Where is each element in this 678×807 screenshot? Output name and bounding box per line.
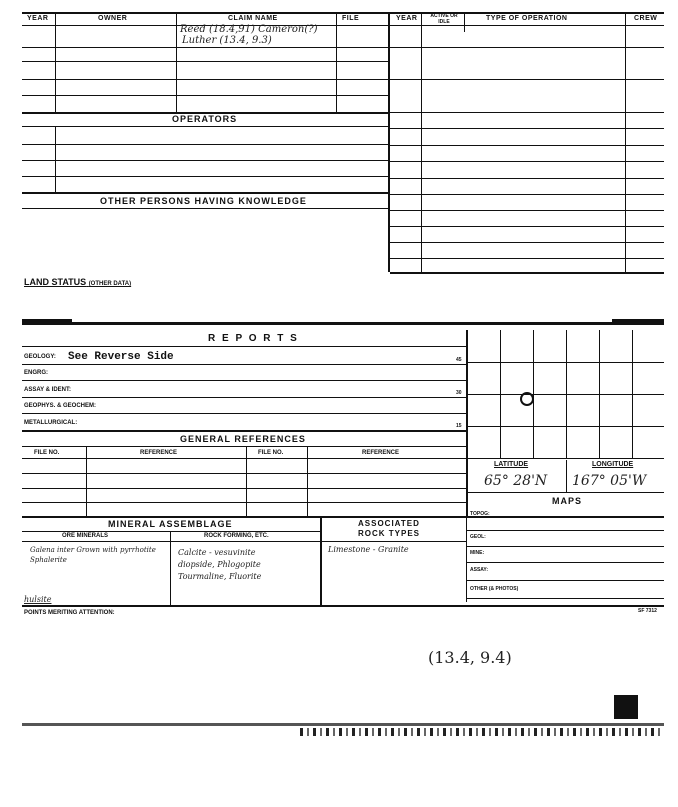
rock-forming-3: Tourmaline, Fluorite xyxy=(178,572,262,581)
rule xyxy=(464,12,465,32)
row-rule xyxy=(390,79,664,80)
latitude-value: 65° 28'N xyxy=(484,473,548,489)
operators-heading: OPERATORS xyxy=(172,114,238,124)
row-rule xyxy=(22,192,388,194)
row-rule xyxy=(22,430,466,432)
row-rule xyxy=(22,413,466,414)
rule xyxy=(307,446,308,516)
rule xyxy=(55,126,56,192)
row-rule xyxy=(390,226,664,227)
header-bottom-rule xyxy=(22,25,664,26)
longitude-value: 167° 05'W xyxy=(572,473,647,489)
row-rule xyxy=(22,144,388,145)
row-rule xyxy=(390,145,664,146)
rule xyxy=(466,516,467,602)
maps-mine: MINE: xyxy=(470,550,485,556)
row-rule xyxy=(22,380,466,381)
row-rule xyxy=(22,531,320,532)
other-persons-heading: OTHER PERSONS HAVING KNOWLEDGE xyxy=(100,196,307,206)
row-rule xyxy=(22,473,466,474)
claim-entry-2: Luther (13.4, 9.3) xyxy=(182,35,272,46)
maps-assay: ASSAY: xyxy=(470,567,489,573)
row-rule xyxy=(466,562,664,563)
maps-other: OTHER (& PHOTOS) xyxy=(470,586,519,592)
col-year: YEAR xyxy=(27,15,49,22)
rule xyxy=(625,12,626,272)
scan-block xyxy=(614,695,638,719)
mineral-assemblage-heading: MINERAL ASSEMBLAGE xyxy=(108,519,233,529)
grid-line xyxy=(466,394,664,395)
row-rule xyxy=(22,446,466,447)
row-rule xyxy=(22,605,466,607)
ore-mineral-1: Galena inter Grown with pyrrhotite xyxy=(30,546,156,554)
row-rule xyxy=(22,397,466,398)
col-file: FILE xyxy=(342,15,360,22)
rule xyxy=(55,12,56,112)
grid-line xyxy=(466,362,664,363)
col-reference: REFERENCE xyxy=(140,450,178,456)
row-rule xyxy=(22,488,466,489)
rule xyxy=(336,12,337,112)
rule xyxy=(566,460,567,492)
form-code: SF 7312 xyxy=(638,608,657,614)
rock-forming-1: Calcite - vesuvinite xyxy=(178,548,256,557)
row-rule xyxy=(390,128,664,129)
general-references-heading: GENERAL REFERENCES xyxy=(180,434,306,444)
row-rule xyxy=(22,208,388,209)
report-value-geology: See Reverse Side xyxy=(68,351,174,363)
report-label-engrg: ENGRG: xyxy=(24,370,48,376)
col-owner: OWNER xyxy=(98,15,128,22)
maps-heading: MAPS xyxy=(552,496,583,506)
longitude-label: LONGITUDE xyxy=(592,461,634,468)
row-rule xyxy=(22,346,466,347)
maps-topog: TOPOG: xyxy=(470,511,490,517)
row-rule xyxy=(22,79,388,80)
rule xyxy=(320,516,322,605)
row-rule xyxy=(22,364,466,365)
reports-top-border xyxy=(22,322,664,325)
row-rule xyxy=(22,61,388,62)
rock-forming-2: diopside, Phlogopite xyxy=(178,560,261,569)
rule xyxy=(86,446,87,516)
maps-geol: GEOL: xyxy=(470,534,486,540)
row-rule xyxy=(22,47,388,48)
row-rule xyxy=(466,546,664,547)
rule xyxy=(246,446,247,516)
report-label-geophys: GEOPHYS. & GEOCHEM: xyxy=(24,403,97,409)
row-rule xyxy=(22,176,388,177)
rule xyxy=(421,12,422,272)
reports-heading: R E P O R T S xyxy=(208,333,299,344)
row-rule xyxy=(320,541,466,542)
rock-types-heading: ROCK TYPES xyxy=(358,529,421,538)
scan-mark-left xyxy=(22,319,72,324)
coords-note: (13.4, 9.4) xyxy=(428,648,512,667)
row-rule xyxy=(390,194,664,195)
row-rule xyxy=(466,605,664,607)
scan-mark-right xyxy=(612,319,664,324)
row-rule xyxy=(22,516,664,518)
row-rule xyxy=(390,272,664,274)
row-rule xyxy=(390,161,664,162)
report-num: 45 xyxy=(456,357,462,363)
col-reference-2: REFERENCE xyxy=(362,450,400,456)
grid-line xyxy=(466,426,664,427)
col-file-no-2: FILE NO. xyxy=(258,450,284,456)
row-rule xyxy=(390,47,664,48)
row-rule xyxy=(390,258,664,259)
claim-entry-1: Reed (18.4,91) Cameron(?) xyxy=(180,24,318,35)
row-rule xyxy=(22,541,320,542)
associated-heading: ASSOCIATED xyxy=(358,519,420,528)
col-type-operation: TYPE OF OPERATION xyxy=(486,15,568,22)
row-rule xyxy=(22,502,466,503)
report-label-geology: GEOLOGY: xyxy=(24,354,56,360)
row-rule xyxy=(390,112,664,113)
points-meriting-label: POINTS MERITING ATTENTION: xyxy=(24,610,115,616)
report-label-assay: ASSAY & IDENT: xyxy=(24,387,72,393)
rock-forming-label: ROCK FORMING, ETC. xyxy=(204,533,269,539)
row-rule xyxy=(390,242,664,243)
row-rule xyxy=(22,458,466,459)
ore-minerals-label: ORE MINERALS xyxy=(62,533,109,539)
grid-line xyxy=(466,458,664,459)
row-rule xyxy=(390,178,664,179)
col-crew: CREW xyxy=(634,15,658,22)
ore-mineral-2: Sphalerite xyxy=(30,556,67,564)
reports-right-divider xyxy=(466,330,468,518)
center-divider xyxy=(388,12,390,272)
report-label-metallurgical: METALLURGICAL: xyxy=(24,420,78,426)
report-num: 15 xyxy=(456,423,462,429)
row-rule xyxy=(466,598,664,599)
row-rule xyxy=(466,492,664,493)
scan-noise xyxy=(300,728,664,736)
extra-mineral: hulsite xyxy=(24,595,52,604)
row-rule xyxy=(466,530,664,531)
land-status-heading: LAND STATUS (OTHER DATA) xyxy=(24,277,132,287)
report-num: 30 xyxy=(456,390,462,396)
col-claim-name: CLAIM NAME xyxy=(228,15,278,22)
latitude-label: LATITUDE xyxy=(494,461,529,468)
col-active-idle: ACTIVE OR IDLE xyxy=(430,13,458,25)
col-file-no: FILE NO. xyxy=(34,450,60,456)
associated-rock-value: Limestone - Granite xyxy=(328,545,409,554)
row-rule xyxy=(390,210,664,211)
col-year-right: YEAR xyxy=(396,15,418,22)
row-rule xyxy=(22,160,388,161)
top-border xyxy=(22,12,664,14)
row-rule xyxy=(22,126,388,127)
row-rule xyxy=(22,95,388,96)
location-marker-icon xyxy=(520,392,534,406)
row-rule xyxy=(466,580,664,581)
scan-noise-band xyxy=(22,723,664,726)
rule xyxy=(176,12,177,112)
rule xyxy=(170,531,171,605)
